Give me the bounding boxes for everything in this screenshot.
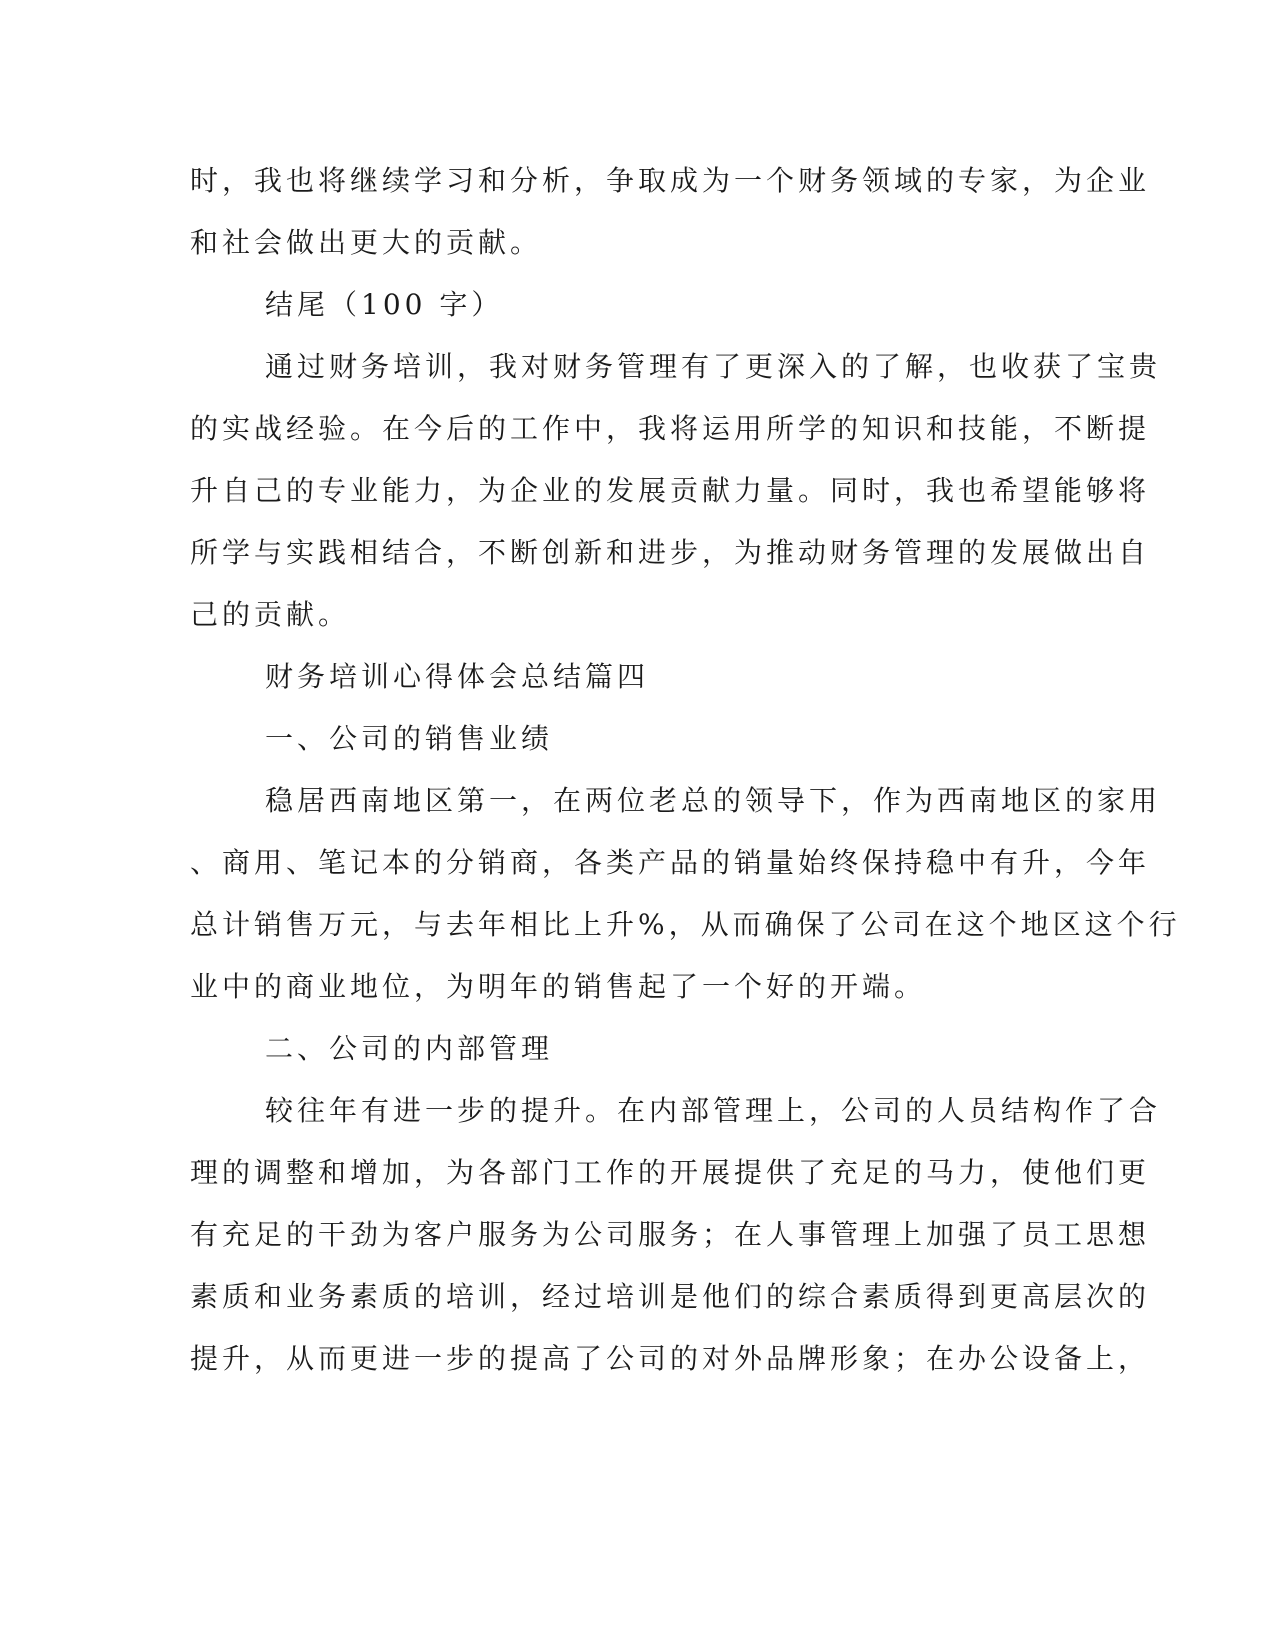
text-line: 、商用、笔记本的分销商，各类产品的销量始终保持稳中有升，今年 — [190, 846, 1151, 879]
section-heading-sales: 一、公司的销售业绩 — [265, 722, 554, 755]
text-line: 素质和业务素质的培训，经过培训是他们的综合素质得到更高层次的 — [190, 1280, 1151, 1313]
text-line: 有充足的干劲为客户服务为公司服务；在人事管理上加强了员工思想 — [190, 1218, 1151, 1251]
text-line: 业中的商业地位，为明年的销售起了一个好的开端。 — [190, 970, 927, 1003]
text-line: 通过财务培训，我对财务管理有了更深入的了解，也收获了宝贵 — [265, 350, 1162, 383]
section-heading-ending: 结尾（100 字） — [265, 288, 504, 321]
text-line: 所学与实践相结合，不断创新和进步，为推动财务管理的发展做出自 — [190, 536, 1151, 569]
document-body — [190, 150, 1181, 1390]
text-line: 总计销售万元，与去年相比上升%，从而确保了公司在这个地区这个行 — [190, 908, 1181, 941]
text-line: 稳居西南地区第一，在两位老总的领导下，作为西南地区的家用 — [265, 784, 1162, 817]
text-line: 己的贡献。 — [190, 598, 351, 631]
text-line: 升自己的专业能力，为企业的发展贡献力量。同时，我也希望能够将 — [190, 474, 1151, 507]
text-line: 的实战经验。在今后的工作中，我将运用所学的知识和技能，不断提 — [190, 412, 1151, 445]
text-line: 和社会做出更大的贡献。 — [190, 226, 543, 259]
text-line: 理的调整和增加，为各部门工作的开展提供了充足的马力，使他们更 — [190, 1156, 1151, 1189]
text-line: 时，我也将继续学习和分析，争取成为一个财务领域的专家，为企业 — [190, 164, 1151, 197]
text-line: 提升，从而更进一步的提高了公司的对外品牌形象；在办公设备上， — [190, 1342, 1151, 1375]
article-title: 财务培训心得体会总结篇四 — [265, 660, 650, 693]
text-line: 较往年有进一步的提升。在内部管理上，公司的人员结构作了合 — [265, 1094, 1162, 1127]
section-heading-management: 二、公司的内部管理 — [265, 1032, 554, 1065]
